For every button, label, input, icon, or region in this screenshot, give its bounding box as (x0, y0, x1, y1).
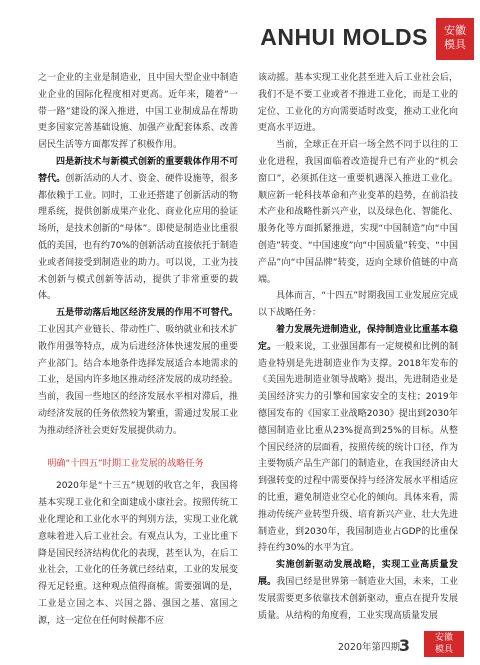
paragraph (258, 322, 458, 557)
footer-logo (424, 631, 464, 657)
paragraph: 该动摇。基本实现工业化甚至进入后工业社会后，我们不是不要工业或者不推进工业化，而是工业的定位、工业化的方向需要适时改变，推动工业化向更高水平迈进。 (258, 73, 458, 134)
paragraph (258, 557, 458, 624)
paragraph (38, 154, 238, 305)
magazine-logo (436, 18, 474, 60)
bold-lead: 着力发展先进制造业，保持制造业比重基本稳定。 (258, 324, 458, 352)
issue-label: 2020年第四期 (337, 642, 400, 653)
right-column (258, 70, 458, 624)
logo-line-1: 安徽 (444, 24, 466, 37)
logo-line-2: 模具 (444, 38, 466, 51)
paragraph-text: 一般来说，工业强国都有一定规模和比例的制造业特别是先进制造业作为支撑。2018年发布的《美国先进制造业领导战略》提出，先进制造业是美国经济实力的引擎和国家安全的支柱；2019年德国发布的《国家工业战略2030》提出到2030年德国制造业比重从23%提高到25%的目标。从整个国民经济的层面看，按照传统的统计口径，作为主要物质产品生产部门的制造业，在我国经济由大到强转变的过程中需要保持与经济发展水平相适应的比重，避免制造业空心化的倾向。具体来看，需推动传统产业转型升级、培育新兴产业、壮大先进制造业，到2030年，我国制造业占GDP的比重保持在约30%的水平为宜。 (258, 341, 458, 554)
paragraph: 之一企业的主业是制造业，且中国大型企业中制造业企业的国际化程度相对更高。近年来，随着“一带一路”建设的深入推进，中国工业制成品在帮助更多国家完善基础设施、加强产业配套体系、改善居民生活等方面都发挥了积极作用。 (38, 73, 238, 151)
paragraph-text: 工业因其产业链长、带动性广、吸纳就业和技术扩散作用强等特点，成为后进经济体快速发展的重要产业部门。结合本地条件选择发展适合本地需求的工业，是国内许多地区推动经济发展的成功经验。当前，我国一些地区的经济发展水平相对滞后，推动经济发展的任务依然较为繁重，需通过发展工业为推动经济社会更好发展提供动力。 (38, 324, 238, 436)
paragraph: 2020年是“十三五”规划的收官之年，我国将基本实现工业化和全面建成小康社会。按照传统工业化理论和工业化水平的判别方法，实现工业化就意味着进入后工业社会。有观点认为，工业比重下降是国民经济结构优化的表现，甚至认为，在后工业社会，工业化的任务就已经结束，工业的发展变得无足轻重。这种观点值得商榷。需要强调的是，工业是立国之本、兴国之器、强国之基、富国之源，这一定位在任何时候都不应 (38, 481, 238, 626)
logo-line-2: 模具 (434, 645, 453, 655)
bold-lead: 实施创新驱动发展战略，实现工业高质量发展。 (258, 560, 458, 587)
left-column (38, 70, 238, 630)
paragraph (38, 305, 238, 439)
paragraph-text: 我国已经是世界第一制造业大国，未来，工业发展需要更多依靠技术创新驱动，重点在提升发展质量。从结构的角度看，工业实现高质量发展 (258, 576, 458, 621)
bold-lead: 五是带动落后地区经济发展的作用不可替代。 (56, 308, 238, 319)
page-header (0, 0, 480, 60)
bold-lead: 四是新技术与新模式创新的重要载体作用不可替代。 (38, 156, 238, 184)
paragraph: 具体而言，“十四五”时期我国工业发展应完成以下战略任务： (258, 291, 458, 319)
page-footer (0, 625, 480, 665)
logo-line-1: 安徽 (434, 633, 453, 643)
paragraph: 当前，全球正在开启一场全然不同于以往的工业化进程，我国面临着改造提升已有产业的“机会窗口”，必须抓住这一重要机遇深入推进工业化。顺应新一轮科技革命和产业变革的趋势，在前沿技术产业和战略性新兴产业，以及绿色化、智能化、服务化等方面抓紧推进，实现“中国制造”向“中国创造”转变、“中国速度”向“中国质量”转变、“中国产品”向“中国品牌”转变，迈向全球价值链的中高端。 (258, 140, 458, 285)
magazine-title: ANHUI MOLDS (260, 24, 428, 50)
section-title: 明确“十四五”时期工业发展的战略任务 (47, 457, 204, 469)
page-number: 3 (398, 636, 410, 655)
paragraph-text: 创新活动的人才、资金、硬件设施等，很多都依赖于工业。同时，工业还搭建了创新活动的物理系统，提供创新成果产业化、商业化应用的验证场所，是技术创新的“母体”。即使是制造业比重很低的美国，也有约70%的创新活动直接依托于制造业或者间接受到制造业的助力。可以说，工业为技术创新与模式创新等活动，提供了非常重要的载体。 (38, 173, 239, 302)
